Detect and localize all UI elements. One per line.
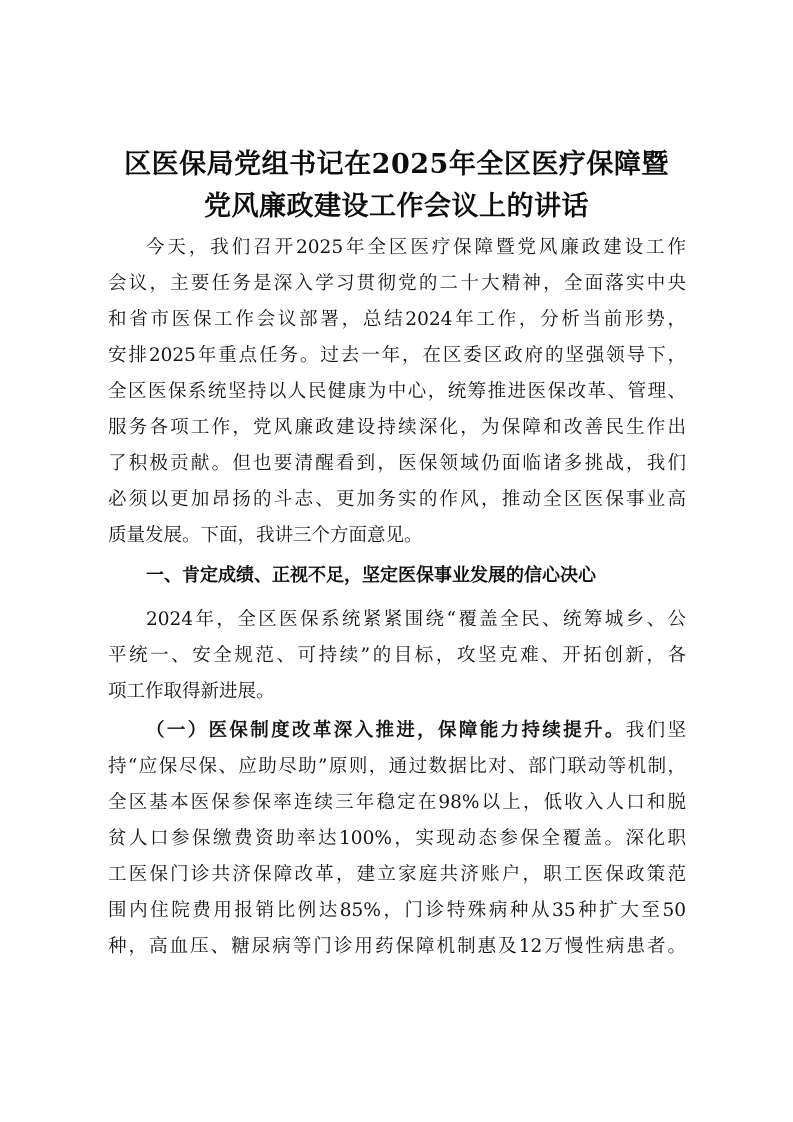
paragraph-1-line: 必须以更加昂扬的斗志、更加务实的作风，推动全区医保事业高	[108, 489, 686, 510]
subsection-1-line: 全区基本医保参保率连续三年稳定在98%以上，低收入人口和脱	[108, 792, 686, 813]
subsection-1-lead-text: 我们坚	[625, 720, 686, 741]
subsection-1-line: 工医保门诊共济保障改革，建立家庭共济账户，职工医保政策范	[108, 864, 686, 885]
paragraph-1-line: 今天，我们召开2025年全区医疗保障暨党风廉政建设工作	[146, 237, 686, 258]
paragraph-1-line: 安排2025年重点任务。过去一年，在区委区政府的坚强领导下，	[108, 345, 686, 366]
paragraph-1-line: 质量发展。下面，我讲三个方面意见。	[108, 525, 423, 546]
paragraph-1-line: 服务各项工作，党风廉政建设持续深化，为保障和改善民生作出	[108, 417, 686, 438]
paragraph-1-line: 会议，主要任务是深入学习贯彻党的二十大精神，全面落实中央	[108, 273, 686, 294]
paragraph-2-line: 项工作取得新进展。	[108, 681, 275, 702]
paragraph-2-line: 2024年，全区医保系统紧紧围绕“覆盖全民、统筹城乡、公	[146, 609, 686, 630]
subsection-1-line: 持“应保尽保、应助尽助”原则，通过数据比对、部门联动等机制，	[108, 756, 686, 777]
document-title-line-2: 党风廉政建设工作会议上的讲话	[204, 191, 589, 222]
subsection-1-line: 贫人口参保缴费资助率达100%，实现动态参保全覆盖。深化职	[108, 828, 686, 849]
subsection-1-line: 围内住院费用报销比例达85%，门诊特殊病种从35种扩大至50	[108, 900, 686, 921]
paragraph-1-line: 了积极贡献。但也要清醒看到，医保领域仍面临诸多挑战，我们	[108, 453, 686, 474]
subsection-1-heading: （一）医保制度改革深入推进，保障能力持续提升。	[146, 720, 626, 741]
subsection-1-first-line	[146, 713, 686, 749]
subsection-1-line: 种，高血压、糖尿病等门诊用药保障机制惠及12万慢性病患者。	[108, 936, 686, 957]
section-heading-1: 一、肯定成绩、正视不足，坚定医保事业发展的信心决心	[146, 565, 596, 586]
document-title-line-1: 区医保局党组书记在2025年全区医疗保障暨	[124, 149, 669, 180]
paragraph-2-line: 平统一、安全规范、可持续”的目标，攻坚克难、开拓创新，各	[108, 645, 686, 666]
paragraph-1-line: 和省市医保工作会议部署，总结2024年工作，分析当前形势，	[108, 309, 686, 330]
paragraph-1-line: 全区医保系统坚持以人民健康为中心，统筹推进医保改革、管理、	[108, 381, 686, 402]
